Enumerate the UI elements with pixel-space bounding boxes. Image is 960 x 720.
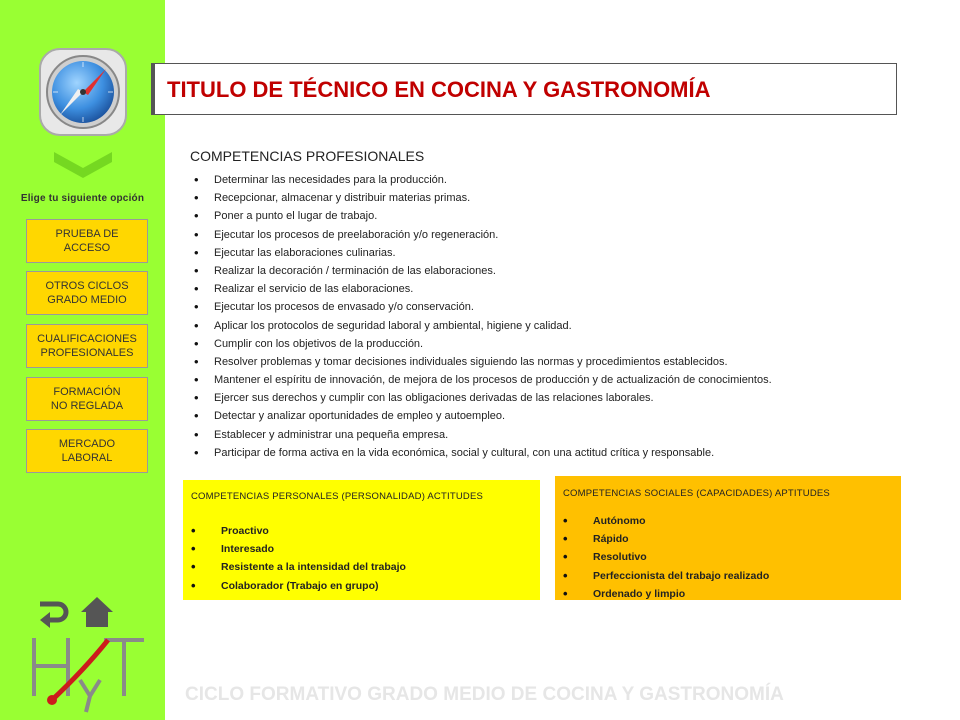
access-test-button[interactable]: PRUEBA DE ACCESO	[26, 219, 148, 263]
back-arrow-icon[interactable]	[36, 598, 72, 628]
list-item: • Realizar el servicio de las elaboraciones.	[190, 280, 910, 298]
list-item: • Perfeccionista del trabajo realizado	[561, 567, 769, 585]
list-item: • Establecer y administrar una pequeña empresa.	[190, 426, 910, 444]
list-item: • Ejecutar los procesos de envasado y/o conservación.	[190, 298, 910, 316]
list-item: • Resistente a la intensidad del trabajo	[189, 558, 406, 576]
labor-market-button[interactable]: MERCADO LABORAL	[26, 429, 148, 473]
list-item: • Realizar la decoración / terminación de las elaboraciones.	[190, 262, 910, 280]
list-item: • Detectar y analizar oportunidades de empleo y autoempleo.	[190, 407, 910, 425]
list-item: • Interesado	[189, 540, 406, 558]
personal-competencies-heading: COMPETENCIAS PERSONALES (PERSONALIDAD) ACTITUDES	[191, 491, 484, 502]
non-formal-training-button[interactable]: FORMACIÓN NO REGLADA	[26, 377, 148, 421]
page-title: TITULO DE TÉCNICO EN COCINA Y GASTRONOMÍA	[167, 77, 711, 102]
home-icon[interactable]	[80, 596, 114, 628]
list-item: • Rápido	[561, 530, 769, 548]
list-item: • Autónomo	[561, 512, 769, 530]
list-item: • Proactivo	[189, 522, 406, 540]
list-item: • Ordenado y limpio	[561, 585, 769, 603]
choose-option-label: Elige tu siguiente opción	[20, 193, 145, 204]
list-item: • Ejecutar las elaboraciones culinarias.	[190, 244, 910, 262]
compass-icon[interactable]	[38, 47, 128, 137]
social-competencies-heading: COMPETENCIAS SOCIALES (CAPACIDADES) APTITUDES	[563, 488, 830, 499]
list-item: • Aplicar los protocolos de seguridad laboral y ambiental, higiene y calidad.	[190, 317, 910, 335]
chevron-down-icon[interactable]	[52, 150, 114, 180]
social-competencies-list	[561, 512, 769, 603]
professional-competencies-heading: COMPETENCIAS PROFESIONALES	[190, 148, 425, 164]
list-item: • Participar de forma activa en la vida económica, social y cultural, con una actitud crítica y responsable.	[190, 444, 910, 462]
list-item: • Resolver problemas y tomar decisiones individuales siguiendo las normas y procedimientos establecidos.	[190, 353, 910, 371]
qualifications-button[interactable]: CUALIFICACIONES PROFESIONALES	[26, 324, 148, 368]
list-item: • Cumplir con los objetivos de la producción.	[190, 335, 910, 353]
hyt-logo	[24, 630, 154, 716]
list-item: • Determinar las necesidades para la producción.	[190, 171, 910, 189]
list-item: • Ejercer sus derechos y cumplir con las obligaciones derivadas de las relaciones laborales.	[190, 389, 910, 407]
personal-competencies-list	[189, 522, 406, 595]
title-box	[151, 63, 897, 115]
professional-competencies-list	[190, 171, 910, 462]
list-item: • Colaborador (Trabajo en grupo)	[189, 577, 406, 595]
list-item: • Ejecutar los procesos de preelaboración y/o regeneración.	[190, 226, 910, 244]
footer-title: CICLO FORMATIVO GRADO MEDIO DE COCINA Y GASTRONOMÍA	[185, 684, 784, 705]
personal-competencies-box	[183, 480, 540, 600]
list-item: • Resolutivo	[561, 548, 769, 566]
other-cycles-button[interactable]: OTROS CICLOS GRADO MEDIO	[26, 271, 148, 315]
list-item: • Mantener el espíritu de innovación, de mejora de los procesos de producción y de actualización de conocimientos.	[190, 371, 910, 389]
list-item: • Poner a punto el lugar de trabajo.	[190, 207, 910, 225]
list-item: • Recepcionar, almacenar y distribuir materias primas.	[190, 189, 910, 207]
social-competencies-box	[555, 476, 901, 600]
sidebar	[0, 0, 165, 720]
